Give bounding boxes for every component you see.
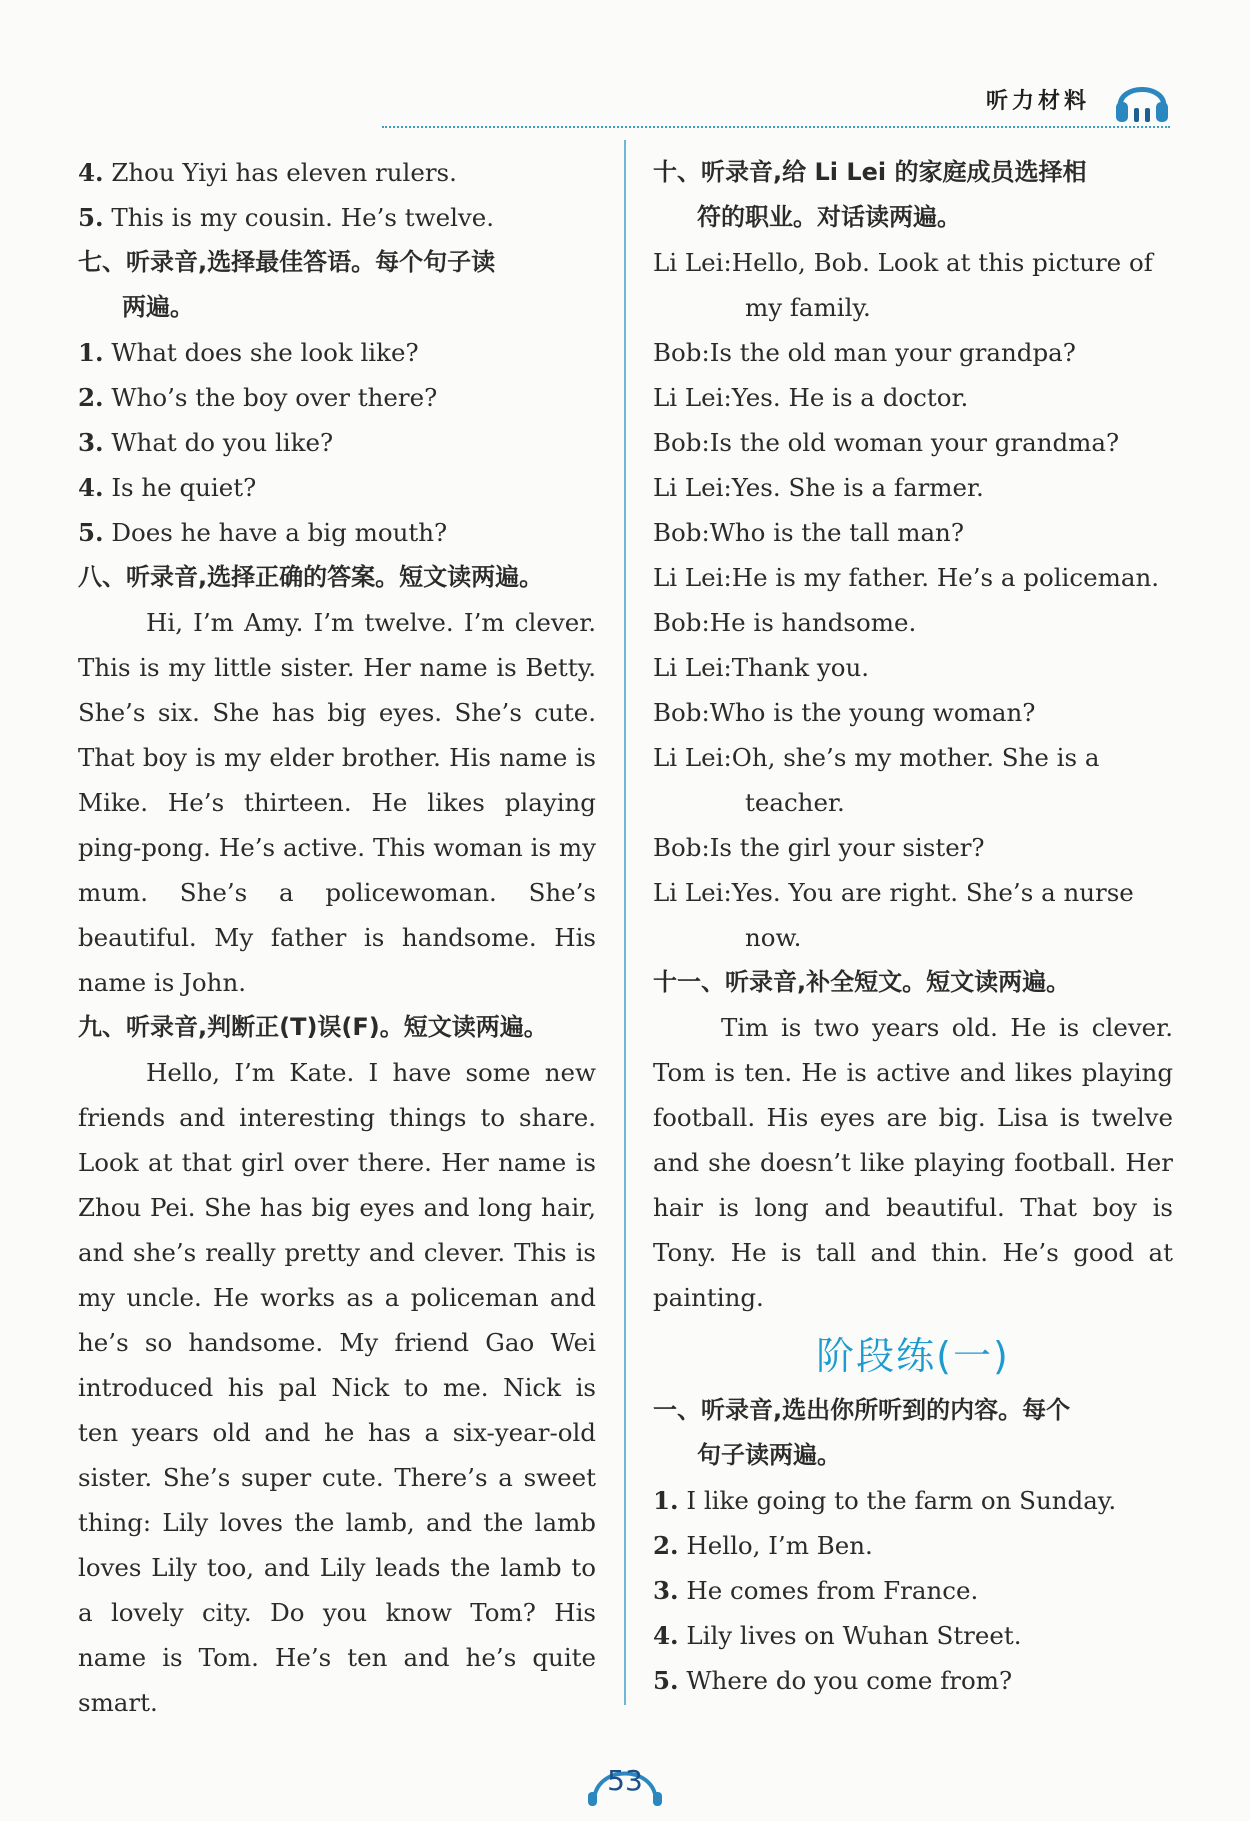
list-item: 4. Lily lives on Wuhan Street.: [653, 1621, 1022, 1650]
dialogue-line: Li Lei:Yes. You are right. She’s a nurse now.: [653, 878, 1134, 952]
dialogue-line: Bob:Is the girl your sister?: [653, 833, 985, 862]
left-column: [78, 150, 596, 1725]
section-heading-8: 八、听录音,选择正确的答案。短文读两遍。: [78, 563, 544, 591]
stage-practice-title: 阶段练(一): [816, 1334, 1010, 1378]
dialogue-line: Li Lei:Yes. She is a farmer.: [653, 473, 984, 502]
passage-9: Hello, I’m Kate. I have some new friends and interesting things to share. Look at that girl over there. Her name is Zhou Pei. She has big eyes and long hair, and she’s really pretty and clever. This is my uncle. He works as a policeman and he’s so handsome. My friend Gao Wei introduced his pal Nick to me. Nick is ten years old and he has a six-year-old sister. She’s super cute. There’s a sweet thing: Lily loves the lamb, and the lamb loves Lily too, and Lily leads the lamb to a lovely city. Do you know Tom? His name is Tom. He’s ten and he’s quite smart.: [78, 1058, 596, 1717]
section-heading-10: 十、听录音,给 Li Lei 的家庭成员选择相: [653, 158, 1087, 186]
section-heading-7-cont: 两遍。: [122, 293, 194, 321]
section-heading-7: 七、听录音,选择最佳答语。每个句子读: [78, 248, 496, 276]
list-item: 4. Is he quiet?: [78, 473, 257, 502]
list-item: 1. What does she look like?: [78, 338, 419, 367]
stage-section-heading-1: 一、听录音,选出你所听到的内容。每个: [653, 1396, 1071, 1424]
passage-8: Hi, I’m Amy. I’m twelve. I’m clever. This is my little sister. Her name is Betty. She’s six. She has big eyes. She’s cute. That boy is my elder brother. His name is Mike. He’s thirteen. He likes playing ping-pong. He’s active. This woman is my mum. She’s a policewoman. She’s beautiful. My father is handsome. His name is John.: [78, 608, 596, 997]
dialogue-line: Bob:He is handsome.: [653, 608, 917, 637]
list-item: 3. What do you like?: [78, 428, 334, 457]
dialogue-line: Li Lei:Oh, she’s my mother. She is a teacher.: [653, 743, 1100, 817]
dialogue-line: Bob:Is the old woman your grandma?: [653, 428, 1120, 457]
column-divider: [624, 140, 626, 1705]
list-item: 3. He comes from France.: [653, 1576, 979, 1605]
page-number: [580, 1752, 670, 1808]
header-divider: [382, 126, 1170, 128]
dialogue-line: Li Lei:Yes. He is a doctor.: [653, 383, 969, 412]
page-header: [0, 0, 1250, 130]
dialogue-line: Li Lei:He is my father. He’s a policeman.: [653, 563, 1160, 592]
section-heading-11: 十一、听录音,补全短文。短文读两遍。: [653, 968, 1071, 996]
list-item: 2. Hello, I’m Ben.: [653, 1531, 873, 1560]
dialogue-line: Bob:Who is the young woman?: [653, 698, 1036, 727]
dialogue-line: Bob:Is the old man your grandpa?: [653, 338, 1076, 367]
list-item: 5. Does he have a big mouth?: [78, 518, 448, 547]
dialogue-line: Bob:Who is the tall man?: [653, 518, 964, 547]
list-item: 4. Zhou Yiyi has eleven rulers.: [78, 158, 457, 187]
list-item: 5. This is my cousin. He’s twelve.: [78, 203, 495, 232]
page-number-text: 53: [607, 1764, 643, 1797]
section-heading-10-cont: 符的职业。对话读两遍。: [697, 203, 961, 231]
list-item: 5. Where do you come from?: [653, 1666, 1013, 1695]
list-item: 2. Who’s the boy over there?: [78, 383, 438, 412]
dialogue-line: Li Lei:Thank you.: [653, 653, 870, 682]
stage-section-heading-1-cont: 句子读两遍。: [697, 1441, 841, 1469]
passage-11: Tim is two years old. He is clever. Tom is ten. He is active and likes playing football. His eyes are big. Lisa is twelve and she doesn’t like playing football. Her hair is long and beautiful. That boy is Tony. He is tall and thin. He’s good at painting.: [653, 1013, 1173, 1312]
right-column: [653, 150, 1173, 1703]
header-title: 听力材料: [985, 89, 1090, 114]
headphones-icon: [1112, 70, 1172, 126]
section-heading-9: 九、听录音,判断正(T)误(F)。短文读两遍。: [78, 1013, 548, 1041]
dialogue-line: Li Lei:Hello, Bob. Look at this picture of my family.: [653, 248, 1153, 322]
list-item: 1. I like going to the farm on Sunday.: [653, 1486, 1117, 1515]
